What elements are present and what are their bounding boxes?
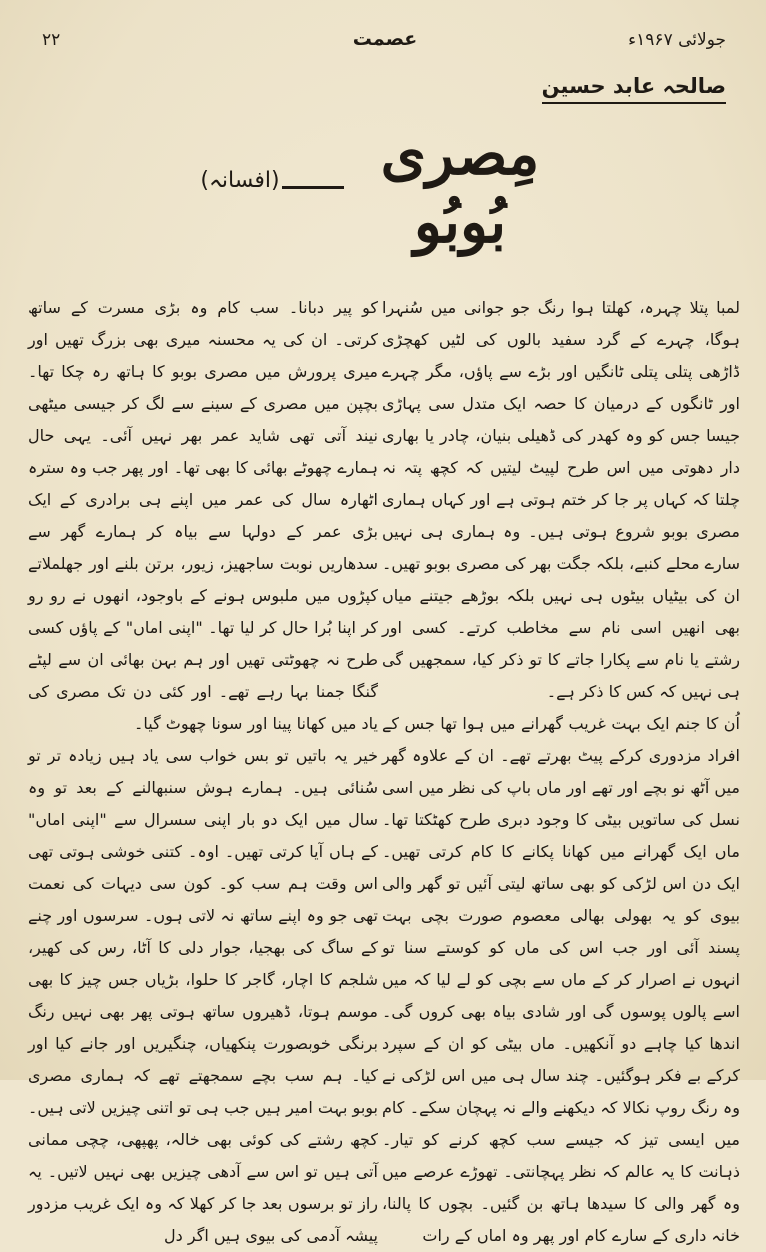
page-number: ۲۲ (42, 30, 61, 50)
issue-date: جولائی ۱۹۶۷ء (628, 30, 726, 50)
magazine-name: عصمت (352, 28, 418, 50)
paragraph: خیر یہ باتیں تو بس خواب سی یاد ہیں زیادہ تر تو سُنائی ہیں۔ ہمارے ہوش سنبھالنے کے بعد تو وہ سال میں ایک دو بار اپنی سسرال سے "اپنی اماں" کے ہاں آیا کرتی تھیں۔ اوہ۔ کتنی خوشی ہوتی تھی اس وقت ہم سب کو۔ کون سی دیہات کی نعمت تھی جو وہ اپنے ساتھ نہ لاتی ہوں۔ سرسوں اور چنے کے ساگ کی بھجیا، جوار دلی کا آٹا، رس کی کھیر، شلجم کا اچار، گاجر کا حلوا، بڑیاں جس چیز کا بھی موسم ہوتا، ڈھیروں ساتھ ہوتی پھر بھی نہیں رنگ برنگی خوبصورت پنکھیاں، چنگیریں اور جانے کیا اور کیا۔ ہم سب بچے سمجھتے تھے کہ ہماری مصری بوبو بہت امیر ہیں جب ہی تو اتنی چیزیں لاتی ہیں۔ کچھ رشتے کی کوئی بھی خالہ، پھپھی، چچی ممانی آتی ہیں تو اس سے آدھی چیزیں بھی نہیں لاتیں۔ یہ راز تو برسوں بعد جا کر کھلا کہ وہ ایک غریب مزدور پیشہ آدمی کی بیوی ہیں اگر دل (28, 746, 378, 1245)
title-divider (282, 186, 344, 189)
story-title: مِصری بُوبُو (380, 120, 540, 256)
text-column-right (382, 292, 740, 1252)
text-column-left (28, 292, 378, 1252)
paragraph: کو پیر دبانا۔ سب کام وہ بڑی مسرت کے ساتھ کرتی۔ ان کی یہ محسنہ میری بھی بزرگ تھیں اور میری پرورش میں مصری بوبو کا ہاتھ رہ چکا تھا۔ بچپن میں مصری کے سینے سے لگ کر جیسی میٹھی نیند آتی تھی شاید عمر بھر نہیں آئی۔ یہی حال ہمارے چھوٹے بھائی کا بھی تھا۔ اور پھر جب وہ سترہ اٹھارہ سال کی عمر میں اپنے ہی برادری کے ایک بڑی عمر کے دولہا سے بیاہ کر ہمارے گھر سے سدھاریں نوبت ساجھیز، زیور، برتن بلنے اور جھلملاتے کپڑوں میں ملبوس ہونے کے باوجود، انھوں نے رو رو کر اپنا بُرا حال کر لیا تھا۔ "اپنی اماں" کے پاؤں کسی طرح نہ چھوٹتی تھیں اور ہم بہن بھائی ان سے لپٹے گنگا جمنا بہا رہے تھے۔ اور کئی دن تک مصری کی یاد میں کھانا پینا اور سونا چھوٹ گیا۔ (28, 298, 378, 733)
author-name: صالحہ عابد حسین (542, 74, 726, 104)
paragraph: لمبا پتلا چہرہ، کھلتا ہوا رنگ جو جوانی میں سُنہرا ہوگا، چہرے کے گرد سفید بالوں کی لٹیں کھچڑی ڈاڑھی پتلی پتلی ٹانگیں اور بڑے سے پاؤں، مگر چہرے اور ٹانگوں کے درمیان کا حصہ ایک متدل سی پہاڑی جیسا جس کو وہ کھدر کی ڈھیلی بنیان، چادر یا بھاری دار دھوتی میں اس طرح لپیٹ لیتیں کہ کچھ پتہ نہ چلتا کہ کہاں پر جا کر ختم ہوتی ہے اور کہاں ہماری مصری بوبو شروع ہوتی ہیں۔ وہ ہماری ہی نہیں سارے محلے کنبے، بلکہ جگت بھر کی مصری بوبو تھیں۔ ان کی بیٹیاں بیٹوں ہی نہیں بلکہ بوڑھے جیتنے میاں بھی انھیں اسی نام سے مخاطب کرتے۔ کسی اور رشتے یا نام سے پکارا جاتے کا تو ذکر کیا، سمجھیں گی ہی نہیں کہ کس کا ذکر ہے۔ (382, 298, 740, 701)
paragraph: اُن کا جنم ایک بہت غریب گھرانے میں ہوا تھا جس کے افراد مزدوری کرکے پیٹ بھرتے تھے۔ ان کے علاوہ گھر میں آٹھ نو بچے اور تھے اور ماں باپ کی نظر میں اسی نسل کی ساتویں بیٹی کا وجود دبری طرح کھٹکتا تھا۔ ماں ایک گھرانے میں کھانا پکانے کا کام کرتی تھیں۔ ایک دن اس لڑکی کو بھی ساتھ لیتی آئیں تو گھر والی بیوی کو یہ بھولی بھالی معصوم صورت بچی بہت پسند آئی اور جب اس کی ماں کو کوستے سنا تو انہوں نے اصرار کر کے ماں سے بچی کو لے لیا کہ میں اسے پالوں پوسوں گی اور شادی بیاہ بھی کروں گی۔ اندھا کیا چاہے دو آنکھیں۔ ماں بیٹی کو ان کے سپرد کرکے بے فکر ہوگئیں۔ چند سال ہی میں اس لڑکی نے وہ رنگ روپ نکالا کہ دیکھنے والے نہ پہچان سکے۔ کام میں ایسی تیز کہ جیسے سب کچھ کرنے کو تیار۔ ذہانت کا یہ عالم کہ نظر پہچانتی۔ تھوڑے عرصے میں وہ گھر والی کا سیدھا ہاتھ بن گئیں۔ بچوں کا پالنا، خانہ داری کے سارے کام اور پھر وہ اماں کے رات (382, 714, 740, 1245)
story-genre: (افسانہ) (200, 168, 280, 193)
